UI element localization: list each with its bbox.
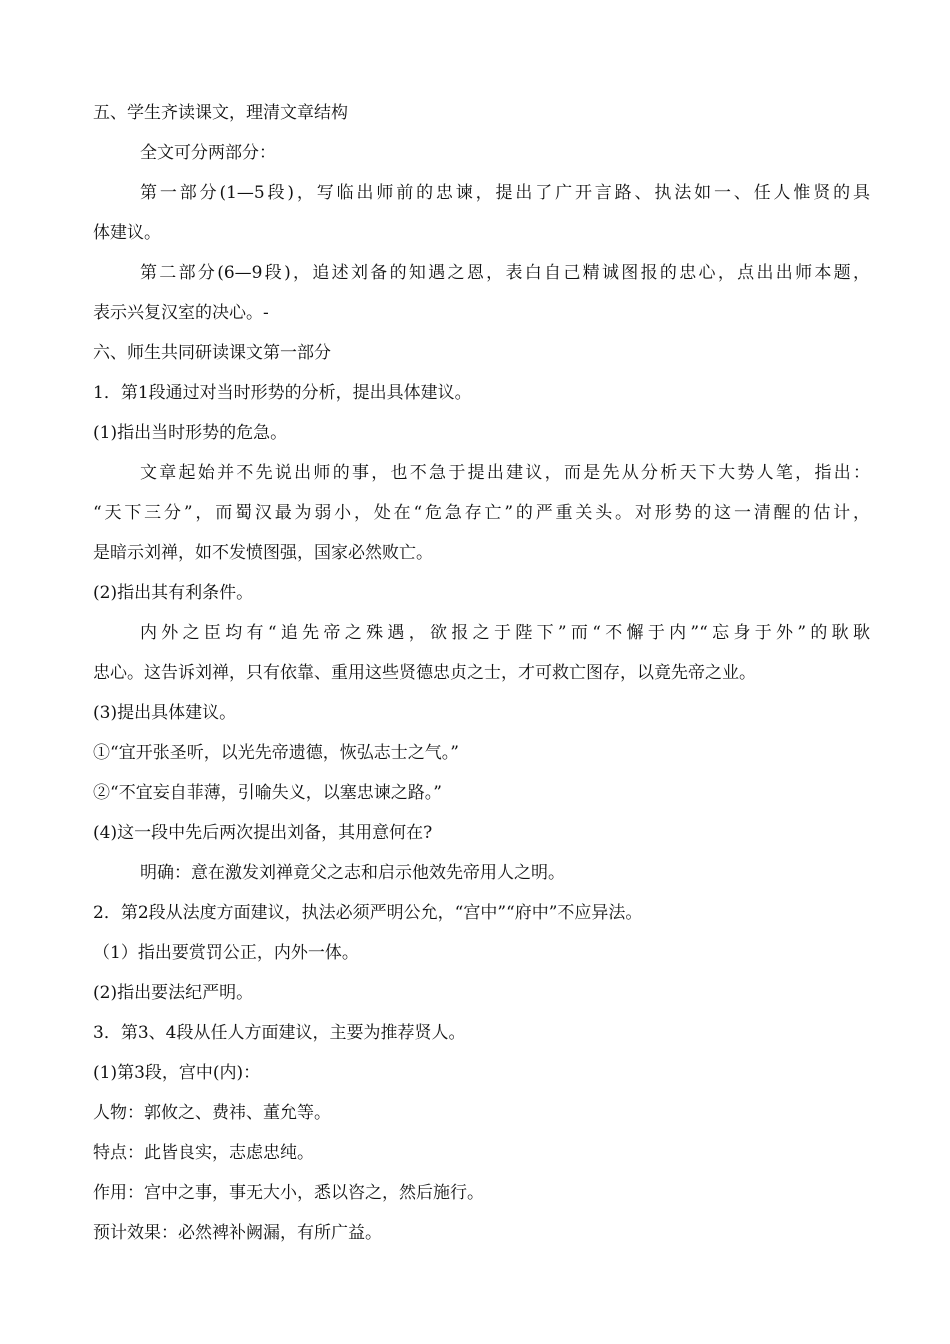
- paragraph-line: 预计效果：必然裨补阙漏，有所广益。: [93, 1223, 382, 1243]
- list-item: 1．第1段通过对当时形势的分析，提出具体建议。: [93, 383, 472, 403]
- paragraph-line: 第二部分(6—9段)，追述刘备的知遇之恩，表白自己精诚图报的忠心，点出出师本题，: [140, 263, 870, 283]
- list-item: (1)指出当时形势的危急。: [93, 423, 288, 443]
- paragraph-line: 是暗示刘禅，如不发愤图强，国家必然败亡。: [93, 543, 433, 563]
- list-item: 2．第2段从法度方面建议，执法必须严明公允，“宫中”“府中”不应异法。: [93, 903, 643, 923]
- section-heading-6: 六、师生共同研读课文第一部分: [93, 343, 331, 363]
- list-item: ②“不宜妄自菲薄，引喻失义，以塞忠谏之路。”: [93, 783, 442, 803]
- paragraph-line: 明确：意在激发刘禅竟父之志和启示他效先帝用人之明。: [140, 863, 565, 883]
- list-item: (3)提出具体建议。: [93, 703, 237, 723]
- paragraph-line: 忠心。这告诉刘禅，只有依靠、重用这些贤德忠贞之士，才可救亡图存，以竟先帝之业。: [93, 663, 756, 683]
- paragraph-line: 全文可分两部分：: [140, 143, 276, 163]
- paragraph-line: 表示兴复汉室的决心。-: [93, 303, 269, 323]
- paragraph-line: 特点：此皆良实，志虑忠纯。: [93, 1143, 314, 1163]
- list-item: 3．第3、4段从任人方面建议，主要为推荐贤人。: [93, 1023, 466, 1043]
- paragraph-line: “天下三分”，而蜀汉最为弱小，处在“危急存亡”的严重关头。对形势的这一清醒的估计，: [93, 503, 870, 523]
- paragraph-line: 作用：宫中之事，事无大小，悉以咨之，然后施行。: [93, 1183, 484, 1203]
- paragraph-line: 第一部分(1—5段)，写临出师前的忠谏，提出了广开言路、执法如一、任人惟贤的具: [140, 183, 870, 203]
- paragraph-line: 人物：郭攸之、费祎、董允等。: [93, 1103, 331, 1123]
- paragraph-line: 体建议。: [93, 223, 161, 243]
- paragraph-line: 内外之臣均有“追先帝之殊遇，欲报之于陛下”而“不懈于内”“忘身于外”的耿耿: [140, 623, 870, 643]
- list-item: (1)第3段，宫中(内)：: [93, 1063, 261, 1083]
- list-item: (2)指出其有利条件。: [93, 583, 254, 603]
- list-item: （1）指出要赏罚公正，内外一体。: [93, 943, 359, 963]
- list-item: ①“宜开张圣听，以光先帝遗德，恢弘志士之气。”: [93, 743, 459, 763]
- paragraph-line: 文章起始并不先说出师的事，也不急于提出建议，而是先从分析天下大势人笔，指出：: [140, 463, 870, 483]
- list-item: (2)指出要法纪严明。: [93, 983, 254, 1003]
- list-item: (4)这一段中先后两次提出刘备，其用意何在?: [93, 823, 433, 843]
- section-heading-5: 五、学生齐读课文，理清文章结构: [93, 103, 348, 123]
